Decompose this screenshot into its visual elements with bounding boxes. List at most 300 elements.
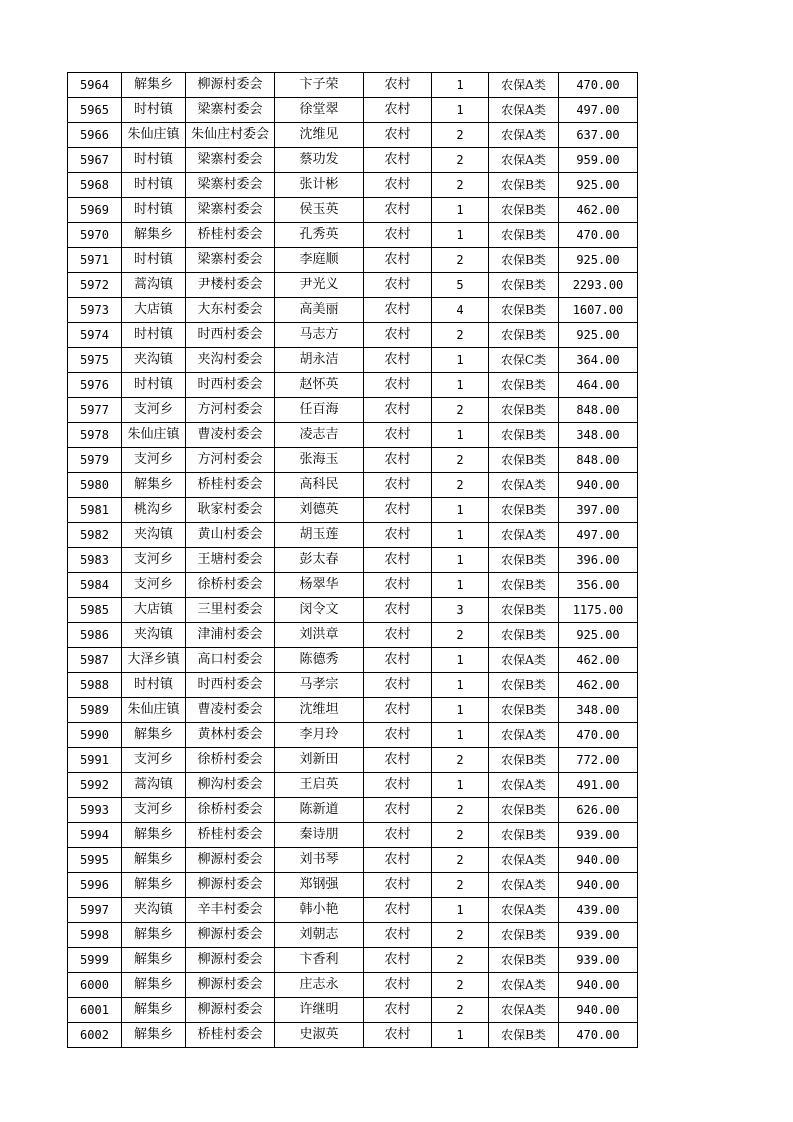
table-row <box>68 1023 638 1048</box>
cell-type: 农村 <box>364 623 432 648</box>
cell-town: 朱仙庄镇 <box>122 698 186 723</box>
cell-category: 农保A类 <box>489 848 559 873</box>
cell-category: 农保B类 <box>489 948 559 973</box>
cell-category: 农保B类 <box>489 923 559 948</box>
cell-count: 3 <box>432 598 489 623</box>
cell-village: 津浦村委会 <box>186 623 275 648</box>
cell-name: 郑钢强 <box>275 873 364 898</box>
cell-name: 李庭顺 <box>275 248 364 273</box>
cell-name: 李月玲 <box>275 723 364 748</box>
cell-name: 蔡功发 <box>275 148 364 173</box>
table-row <box>68 273 638 298</box>
cell-count: 1 <box>432 198 489 223</box>
cell-village: 徐桥村委会 <box>186 573 275 598</box>
cell-category: 农保B类 <box>489 398 559 423</box>
table-row <box>68 573 638 598</box>
cell-type: 农村 <box>364 148 432 173</box>
cell-category: 农保B类 <box>489 448 559 473</box>
cell-count: 2 <box>432 873 489 898</box>
cell-category: 农保A类 <box>489 973 559 998</box>
cell-type: 农村 <box>364 248 432 273</box>
cell-village: 高口村委会 <box>186 648 275 673</box>
cell-type: 农村 <box>364 373 432 398</box>
cell-amount: 939.00 <box>559 948 638 973</box>
cell-amount: 470.00 <box>559 223 638 248</box>
cell-amount: 348.00 <box>559 423 638 448</box>
table-row <box>68 673 638 698</box>
cell-amount: 626.00 <box>559 798 638 823</box>
cell-town: 夹沟镇 <box>122 623 186 648</box>
cell-count: 2 <box>432 848 489 873</box>
table-row <box>68 823 638 848</box>
cell-amount: 2293.00 <box>559 273 638 298</box>
cell-town: 解集乡 <box>122 873 186 898</box>
cell-village: 时西村委会 <box>186 323 275 348</box>
cell-id: 5986 <box>68 623 122 648</box>
table-row <box>68 648 638 673</box>
cell-id: 5973 <box>68 298 122 323</box>
cell-id: 5965 <box>68 98 122 123</box>
cell-name: 卞子荣 <box>275 73 364 98</box>
cell-id: 5983 <box>68 548 122 573</box>
cell-type: 农村 <box>364 973 432 998</box>
cell-type: 农村 <box>364 573 432 598</box>
cell-village: 梁寨村委会 <box>186 248 275 273</box>
cell-amount: 356.00 <box>559 573 638 598</box>
cell-village: 柳沟村委会 <box>186 773 275 798</box>
cell-name: 孔秀英 <box>275 223 364 248</box>
cell-village: 柳源村委会 <box>186 848 275 873</box>
cell-count: 2 <box>432 748 489 773</box>
cell-amount: 925.00 <box>559 323 638 348</box>
cell-count: 2 <box>432 998 489 1023</box>
cell-id: 5970 <box>68 223 122 248</box>
cell-category: 农保B类 <box>489 698 559 723</box>
cell-village: 桥桂村委会 <box>186 823 275 848</box>
cell-category: 农保A类 <box>489 998 559 1023</box>
cell-amount: 439.00 <box>559 898 638 923</box>
cell-category: 农保B类 <box>489 273 559 298</box>
cell-count: 1 <box>432 373 489 398</box>
cell-type: 农村 <box>364 73 432 98</box>
cell-name: 张计彬 <box>275 173 364 198</box>
cell-village: 方河村委会 <box>186 398 275 423</box>
cell-count: 4 <box>432 298 489 323</box>
cell-village: 柳源村委会 <box>186 948 275 973</box>
cell-id: 5990 <box>68 723 122 748</box>
cell-town: 解集乡 <box>122 998 186 1023</box>
cell-village: 梁寨村委会 <box>186 148 275 173</box>
cell-category: 农保A类 <box>489 648 559 673</box>
table-row <box>68 448 638 473</box>
cell-category: 农保B类 <box>489 298 559 323</box>
cell-town: 解集乡 <box>122 723 186 748</box>
cell-town: 解集乡 <box>122 823 186 848</box>
cell-village: 桥桂村委会 <box>186 1023 275 1048</box>
cell-count: 2 <box>432 473 489 498</box>
cell-village: 柳源村委会 <box>186 923 275 948</box>
cell-type: 农村 <box>364 173 432 198</box>
cell-village: 柳源村委会 <box>186 73 275 98</box>
cell-id: 5996 <box>68 873 122 898</box>
cell-name: 胡永洁 <box>275 348 364 373</box>
cell-category: 农保B类 <box>489 498 559 523</box>
cell-id: 6001 <box>68 998 122 1023</box>
cell-village: 桥桂村委会 <box>186 223 275 248</box>
cell-id: 5975 <box>68 348 122 373</box>
cell-count: 1 <box>432 98 489 123</box>
cell-town: 时村镇 <box>122 248 186 273</box>
cell-count: 2 <box>432 448 489 473</box>
cell-category: 农保B类 <box>489 673 559 698</box>
table-row <box>68 798 638 823</box>
cell-type: 农村 <box>364 923 432 948</box>
cell-name: 秦诗朋 <box>275 823 364 848</box>
cell-count: 2 <box>432 798 489 823</box>
cell-amount: 925.00 <box>559 623 638 648</box>
cell-id: 5977 <box>68 398 122 423</box>
cell-amount: 397.00 <box>559 498 638 523</box>
cell-town: 时村镇 <box>122 98 186 123</box>
cell-count: 1 <box>432 548 489 573</box>
cell-count: 1 <box>432 898 489 923</box>
cell-type: 农村 <box>364 348 432 373</box>
cell-category: 农保B类 <box>489 198 559 223</box>
table-row <box>68 873 638 898</box>
cell-town: 时村镇 <box>122 323 186 348</box>
cell-town: 解集乡 <box>122 73 186 98</box>
cell-town: 支河乡 <box>122 548 186 573</box>
cell-id: 5974 <box>68 323 122 348</box>
cell-village: 徐桥村委会 <box>186 748 275 773</box>
cell-village: 方河村委会 <box>186 448 275 473</box>
cell-type: 农村 <box>364 898 432 923</box>
cell-village: 徐桥村委会 <box>186 798 275 823</box>
cell-village: 三里村委会 <box>186 598 275 623</box>
cell-category: 农保C类 <box>489 348 559 373</box>
cell-id: 5966 <box>68 123 122 148</box>
table-row <box>68 523 638 548</box>
cell-count: 1 <box>432 573 489 598</box>
table-row <box>68 898 638 923</box>
cell-name: 高美丽 <box>275 298 364 323</box>
cell-amount: 925.00 <box>559 248 638 273</box>
table-row <box>68 323 638 348</box>
cell-count: 1 <box>432 673 489 698</box>
cell-town: 夹沟镇 <box>122 523 186 548</box>
cell-count: 1 <box>432 723 489 748</box>
cell-village: 曹凌村委会 <box>186 698 275 723</box>
cell-name: 赵怀英 <box>275 373 364 398</box>
cell-id: 5993 <box>68 798 122 823</box>
cell-type: 农村 <box>364 398 432 423</box>
cell-village: 夹沟村委会 <box>186 348 275 373</box>
cell-village: 曹凌村委会 <box>186 423 275 448</box>
cell-town: 大店镇 <box>122 298 186 323</box>
table-row <box>68 148 638 173</box>
cell-amount: 848.00 <box>559 398 638 423</box>
cell-town: 桃沟乡 <box>122 498 186 523</box>
cell-count: 2 <box>432 923 489 948</box>
cell-count: 1 <box>432 773 489 798</box>
cell-amount: 491.00 <box>559 773 638 798</box>
cell-amount: 940.00 <box>559 973 638 998</box>
cell-type: 农村 <box>364 98 432 123</box>
cell-name: 侯玉英 <box>275 198 364 223</box>
cell-type: 农村 <box>364 273 432 298</box>
data-table <box>67 72 638 1048</box>
cell-name: 刘洪章 <box>275 623 364 648</box>
cell-amount: 1175.00 <box>559 598 638 623</box>
table-row <box>68 623 638 648</box>
cell-village: 朱仙庄村委会 <box>186 123 275 148</box>
table-row <box>68 173 638 198</box>
cell-type: 农村 <box>364 798 432 823</box>
cell-name: 张海玉 <box>275 448 364 473</box>
cell-town: 时村镇 <box>122 198 186 223</box>
cell-name: 沈维见 <box>275 123 364 148</box>
cell-amount: 940.00 <box>559 873 638 898</box>
cell-id: 5988 <box>68 673 122 698</box>
cell-amount: 470.00 <box>559 73 638 98</box>
cell-type: 农村 <box>364 723 432 748</box>
cell-town: 支河乡 <box>122 573 186 598</box>
cell-amount: 848.00 <box>559 448 638 473</box>
cell-id: 5981 <box>68 498 122 523</box>
cell-village: 时西村委会 <box>186 673 275 698</box>
table-row <box>68 373 638 398</box>
cell-id: 5987 <box>68 648 122 673</box>
cell-village: 柳源村委会 <box>186 998 275 1023</box>
cell-id: 5978 <box>68 423 122 448</box>
cell-id: 5971 <box>68 248 122 273</box>
cell-amount: 464.00 <box>559 373 638 398</box>
cell-id: 5994 <box>68 823 122 848</box>
cell-name: 尹光义 <box>275 273 364 298</box>
cell-category: 农保A类 <box>489 98 559 123</box>
table-row <box>68 473 638 498</box>
cell-id: 5998 <box>68 923 122 948</box>
cell-id: 5999 <box>68 948 122 973</box>
cell-name: 许继明 <box>275 998 364 1023</box>
cell-category: 农保B类 <box>489 798 559 823</box>
cell-village: 时西村委会 <box>186 373 275 398</box>
cell-type: 农村 <box>364 1023 432 1048</box>
cell-type: 农村 <box>364 598 432 623</box>
cell-name: 史淑英 <box>275 1023 364 1048</box>
cell-id: 5969 <box>68 198 122 223</box>
cell-category: 农保B类 <box>489 173 559 198</box>
table-row <box>68 298 638 323</box>
cell-village: 桥桂村委会 <box>186 473 275 498</box>
cell-town: 夹沟镇 <box>122 348 186 373</box>
cell-town: 朱仙庄镇 <box>122 123 186 148</box>
cell-town: 大店镇 <box>122 598 186 623</box>
cell-category: 农保A类 <box>489 73 559 98</box>
cell-category: 农保B类 <box>489 823 559 848</box>
cell-category: 农保B类 <box>489 623 559 648</box>
cell-village: 辛丰村委会 <box>186 898 275 923</box>
cell-village: 柳源村委会 <box>186 873 275 898</box>
cell-id: 5964 <box>68 73 122 98</box>
cell-count: 5 <box>432 273 489 298</box>
cell-town: 朱仙庄镇 <box>122 423 186 448</box>
cell-amount: 462.00 <box>559 673 638 698</box>
cell-name: 陈新道 <box>275 798 364 823</box>
table-row <box>68 748 638 773</box>
cell-type: 农村 <box>364 198 432 223</box>
cell-type: 农村 <box>364 848 432 873</box>
cell-category: 农保B类 <box>489 373 559 398</box>
cell-amount: 959.00 <box>559 148 638 173</box>
cell-type: 农村 <box>364 298 432 323</box>
cell-id: 5979 <box>68 448 122 473</box>
cell-type: 农村 <box>364 473 432 498</box>
cell-type: 农村 <box>364 448 432 473</box>
cell-name: 卞香利 <box>275 948 364 973</box>
cell-name: 任百海 <box>275 398 364 423</box>
cell-type: 农村 <box>364 823 432 848</box>
cell-name: 徐堂翠 <box>275 98 364 123</box>
table-row <box>68 948 638 973</box>
table-row <box>68 598 638 623</box>
cell-amount: 940.00 <box>559 473 638 498</box>
cell-id: 5984 <box>68 573 122 598</box>
cell-name: 杨翠华 <box>275 573 364 598</box>
cell-id: 6002 <box>68 1023 122 1048</box>
cell-amount: 470.00 <box>559 723 638 748</box>
cell-id: 5972 <box>68 273 122 298</box>
cell-type: 农村 <box>364 698 432 723</box>
cell-town: 时村镇 <box>122 173 186 198</box>
cell-count: 2 <box>432 323 489 348</box>
table-row <box>68 723 638 748</box>
table-row <box>68 73 638 98</box>
table-row <box>68 698 638 723</box>
cell-type: 农村 <box>364 423 432 448</box>
cell-amount: 470.00 <box>559 1023 638 1048</box>
cell-type: 农村 <box>364 998 432 1023</box>
cell-amount: 940.00 <box>559 848 638 873</box>
cell-id: 5968 <box>68 173 122 198</box>
cell-count: 2 <box>432 398 489 423</box>
cell-category: 农保B类 <box>489 223 559 248</box>
table-row <box>68 223 638 248</box>
table-row <box>68 98 638 123</box>
cell-id: 6000 <box>68 973 122 998</box>
cell-count: 2 <box>432 823 489 848</box>
cell-village: 黄山村委会 <box>186 523 275 548</box>
table-row <box>68 973 638 998</box>
cell-village: 尹楼村委会 <box>186 273 275 298</box>
cell-name: 马志方 <box>275 323 364 348</box>
cell-village: 大东村委会 <box>186 298 275 323</box>
cell-count: 1 <box>432 423 489 448</box>
table-row <box>68 198 638 223</box>
cell-amount: 462.00 <box>559 198 638 223</box>
cell-category: 农保A类 <box>489 473 559 498</box>
cell-count: 1 <box>432 73 489 98</box>
table-row <box>68 498 638 523</box>
table-row <box>68 123 638 148</box>
cell-amount: 462.00 <box>559 648 638 673</box>
cell-category: 农保A类 <box>489 123 559 148</box>
cell-count: 2 <box>432 248 489 273</box>
cell-count: 2 <box>432 173 489 198</box>
cell-category: 农保B类 <box>489 1023 559 1048</box>
cell-amount: 364.00 <box>559 348 638 373</box>
cell-count: 1 <box>432 1023 489 1048</box>
cell-town: 蒿沟镇 <box>122 773 186 798</box>
cell-amount: 497.00 <box>559 523 638 548</box>
cell-amount: 772.00 <box>559 748 638 773</box>
cell-count: 2 <box>432 948 489 973</box>
cell-category: 农保A类 <box>489 148 559 173</box>
cell-type: 农村 <box>364 523 432 548</box>
cell-category: 农保A类 <box>489 873 559 898</box>
cell-name: 胡玉莲 <box>275 523 364 548</box>
cell-id: 5991 <box>68 748 122 773</box>
cell-town: 解集乡 <box>122 473 186 498</box>
cell-type: 农村 <box>364 123 432 148</box>
cell-category: 农保A类 <box>489 523 559 548</box>
cell-village: 梁寨村委会 <box>186 98 275 123</box>
cell-village: 黄林村委会 <box>186 723 275 748</box>
cell-count: 1 <box>432 523 489 548</box>
cell-id: 5997 <box>68 898 122 923</box>
cell-type: 农村 <box>364 773 432 798</box>
cell-type: 农村 <box>364 873 432 898</box>
table-row <box>68 848 638 873</box>
cell-id: 5967 <box>68 148 122 173</box>
cell-amount: 497.00 <box>559 98 638 123</box>
table-row <box>68 773 638 798</box>
cell-name: 刘新田 <box>275 748 364 773</box>
cell-count: 2 <box>432 148 489 173</box>
cell-town: 解集乡 <box>122 848 186 873</box>
cell-amount: 637.00 <box>559 123 638 148</box>
cell-category: 农保A类 <box>489 898 559 923</box>
cell-name: 马孝宗 <box>275 673 364 698</box>
cell-amount: 1607.00 <box>559 298 638 323</box>
cell-count: 1 <box>432 498 489 523</box>
cell-type: 农村 <box>364 673 432 698</box>
cell-category: 农保B类 <box>489 548 559 573</box>
cell-category: 农保B类 <box>489 573 559 598</box>
cell-town: 解集乡 <box>122 948 186 973</box>
cell-amount: 348.00 <box>559 698 638 723</box>
cell-id: 5985 <box>68 598 122 623</box>
cell-type: 农村 <box>364 948 432 973</box>
cell-category: 农保B类 <box>489 323 559 348</box>
cell-town: 解集乡 <box>122 973 186 998</box>
cell-type: 农村 <box>364 648 432 673</box>
cell-category: 农保B类 <box>489 598 559 623</box>
cell-name: 彭太春 <box>275 548 364 573</box>
cell-town: 夹沟镇 <box>122 898 186 923</box>
cell-town: 蒿沟镇 <box>122 273 186 298</box>
cell-count: 1 <box>432 648 489 673</box>
cell-name: 高科民 <box>275 473 364 498</box>
cell-type: 农村 <box>364 498 432 523</box>
cell-name: 王启英 <box>275 773 364 798</box>
table-row <box>68 398 638 423</box>
cell-count: 2 <box>432 623 489 648</box>
cell-name: 沈维坦 <box>275 698 364 723</box>
cell-village: 梁寨村委会 <box>186 198 275 223</box>
cell-town: 支河乡 <box>122 398 186 423</box>
cell-town: 支河乡 <box>122 448 186 473</box>
